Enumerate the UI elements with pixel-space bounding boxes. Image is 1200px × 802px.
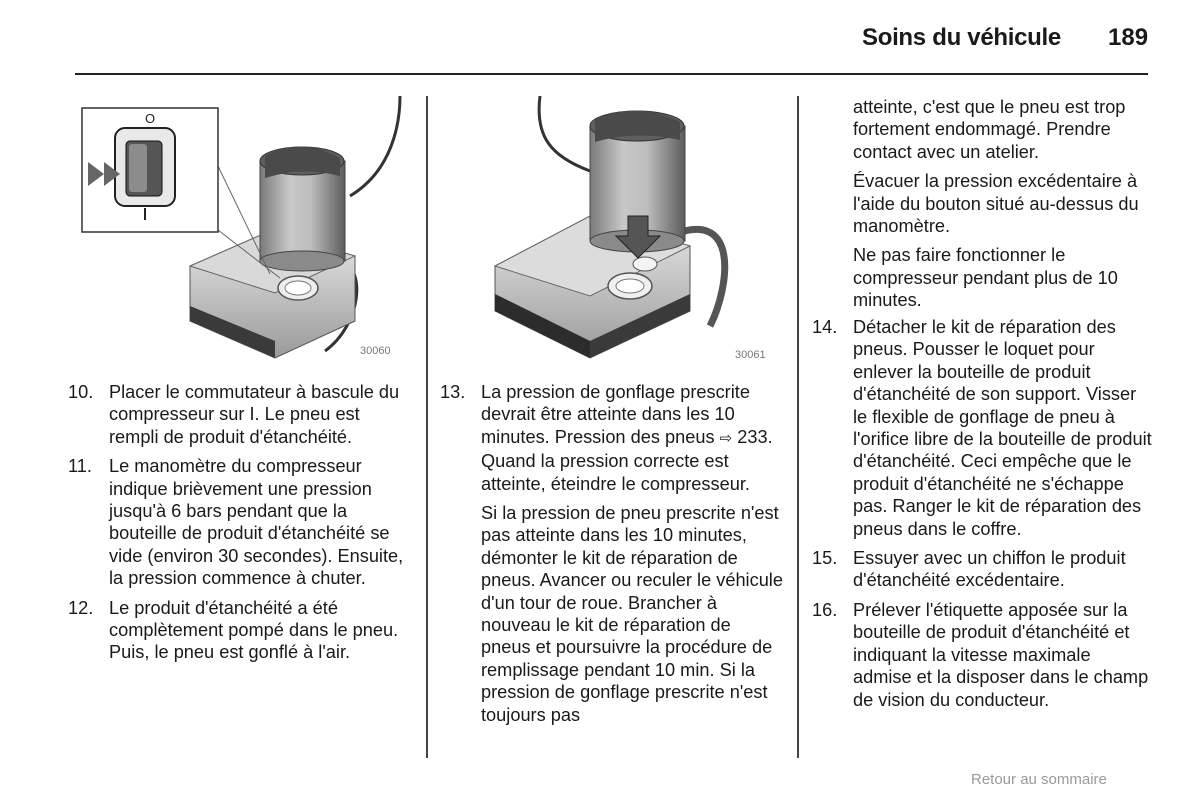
list-item: 11. Le manomètre du compresseur indique brièvement une pression jusqu'à 6 bars pendant que la bouteille de produit d'étanchéité se vide (environ 30 secondes). Ensuite, la pression commence à chuter. [68,456,404,589]
list-item: 13. La pression de gonflage prescrite devrait être atteinte dans les 10 minutes. Pression des pneus ⇨ 233. Quand la pression correcte est atteinte, éteindre le compresseur. Si la pression de pneu prescrite n'est pas atteinte dans les 10 minutes, démonter le kit de réparation de pneus. Avancer ou reculer le véhicule d'un tour de roue. Brancher à nouveau le kit de réparation de pneus et poursuivre la procédure de remplissage pendant 10 min. Si la pression de gonflage prescrite n'est toujours pas [440,382,783,725]
list-item: 14. Détacher le kit de réparation des pneus. Pousser le loquet pour enlever la bouteille de produit d'étanchéité de son support. Visser le flexible de gonflage de pneu à l'orifice libre de la bouteille de produit d'étanchéité. Ceci empêche que le produit d'étanchéité ne s'échappe pas. Ranger le kit de réparation des pneus dans le coffre. [812,317,1152,539]
list-item: 16. Prélever l'étiquette apposée sur la bouteille de produit d'étanchéité et indiquant la vitesse maximale admise et la disposer dans le champ de vision du conducteur. [812,599,1149,710]
list-item: 10. Placer le commutateur à bascule du compresseur sur I. Le pneu est rempli de produit d'étanchéité. [68,382,400,447]
figure-number: 30060 [360,345,391,357]
column-divider-2 [797,96,799,758]
figure-compressor-switch [70,96,410,362]
list-item: 15. Essuyer avec un chiffon le produit d'étanchéité excédentaire. [812,548,1126,591]
continuation-text: atteinte, c'est que le pneu est trop fortement endommagé. Prendre contact avec un atelier. Évacuer la pression excédentaire à l'aide du bouton situé au-dessus du manomètre. Ne pas faire fonctionner le compresseur pendant plus de 10 minutes. [853,97,1139,311]
steps-list-column-2 [440,381,785,733]
header-rule [75,73,1148,75]
switch-off-label: O [145,111,156,126]
page-title: Soins du véhicule [862,24,1061,51]
figure-number: 30061 [735,349,766,361]
compressor-switch-illustration [70,96,410,362]
list-item: 12. Le produit d'étanchéité a été complètement pompé dans le pneu. Puis, le pneu est gonflé à l'air. [68,597,399,663]
cross-reference-arrow-icon: ⇨ [719,429,733,447]
compressor-gauge-illustration [440,96,780,362]
figure-compressor-gauge [440,96,780,362]
steps-list-column-1 [68,381,413,671]
column-divider-1 [426,96,428,758]
steps-list-column-3 [812,316,1153,718]
page-number: 189 [1108,24,1149,51]
back-to-contents-link[interactable]: Retour au sommaire [971,771,1107,788]
